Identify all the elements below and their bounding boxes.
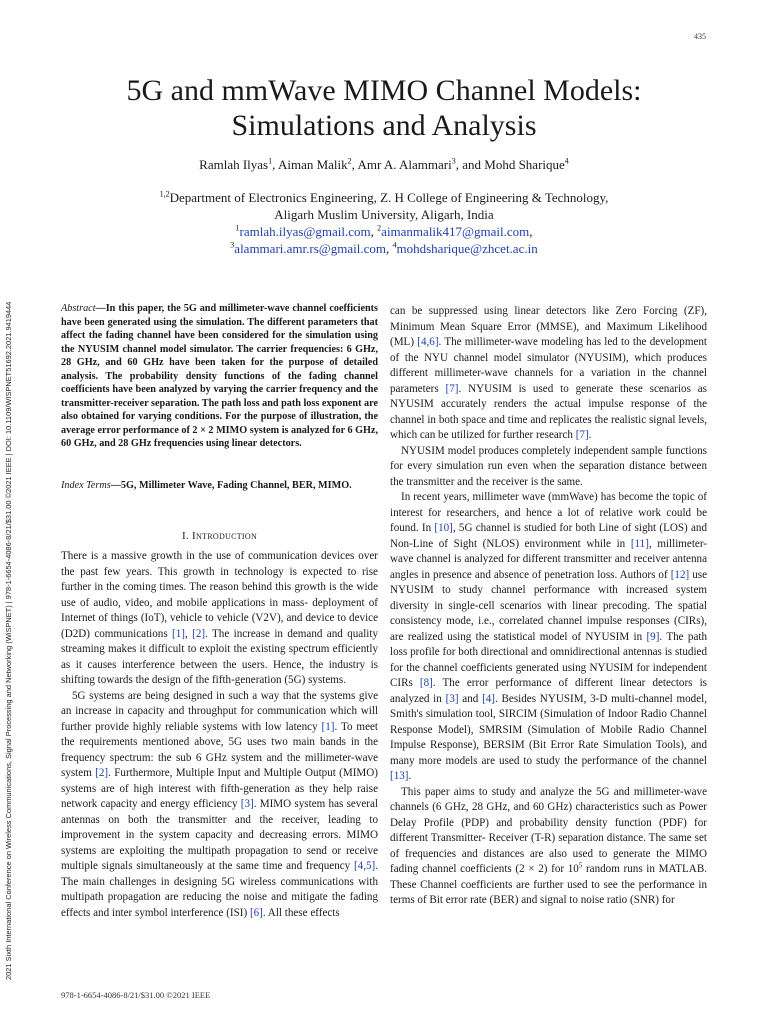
email-2-link[interactable]: aimanmalik417@gmail.com <box>381 224 530 239</box>
intro-p1-text-a: There is a massive growth in the use of communication devices over the past few years. This growth in technology is expected to rise further in the coming times. The reason behind this growth is the wide use of audio, video, and mobile applications in mass- deployment of Internet of things (IoT), vehicle to vehicle (V2V), and device to device (D2D) communications <box>61 550 378 640</box>
email-2-sup: 2 <box>377 223 382 233</box>
author-4: and Mohd Sharique <box>462 157 565 172</box>
author-4-sup: 4 <box>564 156 569 166</box>
intro-p2-text-c: . Furthermore, Multiple Input and Multiple Output (MIMO) systems are of high interest with fifth-generation as they help raise network capacity and energy efficiency <box>61 767 378 810</box>
citation-link[interactable]: [6] <box>249 906 263 919</box>
right-p0-text-d: . <box>588 429 592 441</box>
email-3-link[interactable]: alammari.amr.rs@gmail.com <box>234 241 386 256</box>
page-number: 435 <box>694 32 706 41</box>
citation-link[interactable]: [2] <box>192 627 206 640</box>
citation-link[interactable]: [12] <box>670 568 690 581</box>
citation-link[interactable]: [7] <box>575 429 589 441</box>
paper-title <box>60 73 708 143</box>
intro-p2-text-b: . To meet the requirements mentioned above, 5G uses two main bands in the frequency spectrum: the sub 6 GHz system and the millimeter-wave system <box>61 720 378 779</box>
abstract <box>61 302 378 451</box>
citation-link[interactable]: [8] <box>419 677 433 689</box>
introduction-body <box>61 549 378 921</box>
affiliation-line-2: Aligarh Muslim University, Aligarh, India <box>274 207 494 222</box>
citation-link[interactable]: [3] <box>445 692 459 705</box>
author-1-sup: 1 <box>268 156 273 166</box>
citation-separator: , <box>184 627 193 640</box>
citation-link[interactable]: [10] <box>434 522 453 534</box>
citation-link[interactable]: [4,5] <box>353 860 376 872</box>
right-paragraph-2 <box>390 490 707 785</box>
citation-link[interactable]: [1] <box>321 720 335 733</box>
intro-p2-text-e: . The main challenges in designing 5G wireless communications with multipath propagation are reducing the noise and mitigate the fading effects and inter symbol interference (ISI) <box>61 860 378 919</box>
author-2: Aiman Malik <box>277 157 348 172</box>
conference-doi-strip: 2021 Sixth International Conference on Wireless Communications, Signal Processing and Networking (WiSPNET) | 978-1-6654-4086-8/21/$31.00 ©2021 IEEE | DOI: 10.1109/WISPNET51692.2021.9419444 <box>4 301 13 980</box>
intro-paragraph-1 <box>61 549 378 689</box>
right-p2-text-a: In recent years, millimeter wave (mmWave) has become the topic of interest for researchers, and hence a lot of relative work could be found. In <box>390 491 707 534</box>
author-list: Ramlah Ilyas$^1$, Aiman Malik$^2$, Amr A. Alammari$^3$, and Mohd Sharique$^4$ <box>199 156 569 172</box>
author-2-sup: 2 <box>347 156 352 166</box>
right-p2-text-e: . The path loss profile for both directional and omnidirectional antennas is studied for the channel coefficients generated using NYUSIM for independent CIRs <box>390 630 708 689</box>
right-p2-text-g: and <box>458 692 483 705</box>
intro-p2-text-a: 5G systems are being designed in such a way that the systems give an increase in capacity and throughput for communication which will further provide highly reliable systems with low latency <box>61 689 378 733</box>
citation-link[interactable]: [3] <box>240 798 254 810</box>
abstract-lead: Abstract <box>61 303 96 314</box>
right-p0-text-b: . The millimeter-wave modeling has led to the development of the NYU channel model simulator (NYUSIM), which produces different millimeter-wave channels for a variation in the channel parameters <box>390 336 707 395</box>
right-column-body <box>390 304 707 909</box>
right-paragraph-1: NYUSIM model produces completely independent sample functions for every simulation run even when the separation distance between the transmitter and the receiver is the same. <box>390 444 707 488</box>
index-terms-text: —5G, Millimeter Wave, Fading Channel, BER, MIMO. <box>110 480 352 491</box>
email-line-1: $^1$ramlah.ilyas@gmail.com, $^2$aimanmalik417@gmail.com, <box>235 223 533 239</box>
affiliation-sup: 1,2 <box>159 189 170 199</box>
right-p2-text-b: , 5G channel is studied for both Line of sight (LOS) and Non-Line of Sight (NLOS) environment while in <box>390 522 707 550</box>
right-p2-text-i: . <box>408 770 412 782</box>
citation-link[interactable]: [4] <box>482 692 495 705</box>
right-p2-text-f: . The error performance of different linear detectors is analyzed in <box>390 677 707 705</box>
affiliation-text-1: Department of Electronics Engineering, Z. H College of Engineering & Technology, <box>169 190 609 205</box>
affiliation-block <box>60 189 708 257</box>
intro-p1-text-b: . The increase in demand and quality streaming makes it difficult to exploit the existing spectrum efficiently as it causes interference between the users. Hence, the industry is shifting towards the design of the fifth-generation (5G) systems. <box>61 627 379 686</box>
citation-link[interactable]: [2] <box>95 767 109 779</box>
index-terms <box>61 479 378 493</box>
citation-link[interactable]: [13] <box>390 770 409 782</box>
author-3: Amr A. Alammari <box>357 157 452 172</box>
email-3-sup: 3 <box>230 240 235 250</box>
email-1-sup: 1 <box>235 223 240 233</box>
right-paragraph-3 <box>390 785 707 909</box>
right-p2-text-h: . Besides NYUSIM, 3-D multi-channel model, Smith's simulation tool, SIRCIM (Simulation of Indoor Radio Channel Response Model), SMRSIM (Simulation of Mobile Radio Channel Impulse Response), BERSIM (Bit Error Rate Simulation Tools), and many more models are used to study the performance of the channel <box>390 692 707 767</box>
right-p3-text-b: random runs in MATLAB. These Channel coefficients are further used to see the performance in terms of Bit error rate (BER) and signal to noise ratio (SNR) for <box>390 863 707 906</box>
author-1: Ramlah Ilyas <box>199 157 269 172</box>
email-line-2: $^3$alammari.amr.rs@gmail.com, $^4$mohdsharique@zhcet.ac.in <box>230 240 538 256</box>
intro-paragraph-2 <box>61 689 378 922</box>
citation-link[interactable]: [11] <box>630 537 649 550</box>
right-p2-text-c: , millimeter-wave channel is analyzed for different transmitter and receiver antenna angles in presence and absence of penetration loss. Authors of <box>390 537 707 581</box>
citation-link[interactable]: [7] <box>445 382 459 395</box>
right-p0-text-a: can be suppressed using linear detectors like Zero Forcing (ZF), Minimum Mean Square Error (MMSE), and Maximum Likelihood (ML) <box>390 305 707 348</box>
citation-link[interactable]: [4,6] <box>417 336 439 348</box>
title-line-1: 5G and mmWave MIMO Channel Models: <box>126 74 642 107</box>
intro-p2-text-f: . All these effects <box>262 906 340 919</box>
right-p0-text-c: . NYUSIM is used to generate these scenarios as NYUSIM accurately renders the actual impulse response of the channel in both space and time and replicates the realistic signal levels, which can be utilized for further research <box>390 382 708 441</box>
section-heading-introduction: I. Introduction <box>181 530 258 542</box>
email-4-link[interactable]: mohdsharique@zhcet.ac.in <box>396 241 538 256</box>
intro-p2-text-d: . MIMO system has several antennas on both the transmitter and the receiver, leading to improvement in the system capacity and decreasing errors. MIMO systems are exploiting the multipath propagation to send or receive multiple signals simultaneously at the same time and frequency <box>61 798 378 872</box>
index-terms-lead: Index Terms <box>61 480 111 491</box>
affiliation-line-1 <box>60 189 708 206</box>
right-p3-text-a: This paper aims to study and analyze the 5G and millimeter-wave channels (6 GHz, 28 GHz, and 60 GHz) characteristics such as Power Delay Profile (PDP) and probability density function (PDF) for different Transmitter- Receiver (T-R) separation distance. The same set of frequencies and distances are also used to generate the MIMO fading channel coefficients (2 × 2) for 10 <box>390 785 707 875</box>
right-p2-text-d: use NYUSIM to study channel performance with increased system diversity in single-cell scenarios with linear precoding. The spatial consistency mode, i.e., correlated channel impulse responses (CIRs), are realized using the statistical model of NYUSIM in <box>390 568 708 643</box>
abstract-text: —In this paper, the 5G and millimeter-wave channel coefficients have been generated using the simulation. The different parameters that affect the fading channel have been considered for the simulation using the NYUSIM channel model simulator. The carrier frequencies: 6 GHz, 28 GHz, and 60 GHz have been taken for the purpose of detailed analysis. The probability density functions of the fading channel coefficients have been analyzed by varying the carrier frequency and the transmitter-receiver separation. The path loss and path loss exponent are also obtained for varying conditions. For the purpose of illustration, the average error performance of 2 × 2 MIMO system is analyzed for 6 GHz, 60 GHz, and 28 GHz frequencies using linear detectors. <box>61 303 379 449</box>
email-1-link[interactable]: ramlah.ilyas@gmail.com <box>239 224 371 239</box>
right-paragraph-continued <box>390 304 707 444</box>
author-3-sup: 3 <box>451 156 456 166</box>
email-4-sup: 4 <box>392 240 397 250</box>
copyright-footer: 978-1-6654-4086-8/21/$31.00 ©2021 IEEE <box>61 990 211 1000</box>
exponent-sup: 5 <box>578 862 583 870</box>
citation-link[interactable]: [9] <box>646 630 660 643</box>
title-line-2: Simulations and Analysis <box>231 109 537 142</box>
citation-link[interactable]: [1] <box>172 627 185 640</box>
